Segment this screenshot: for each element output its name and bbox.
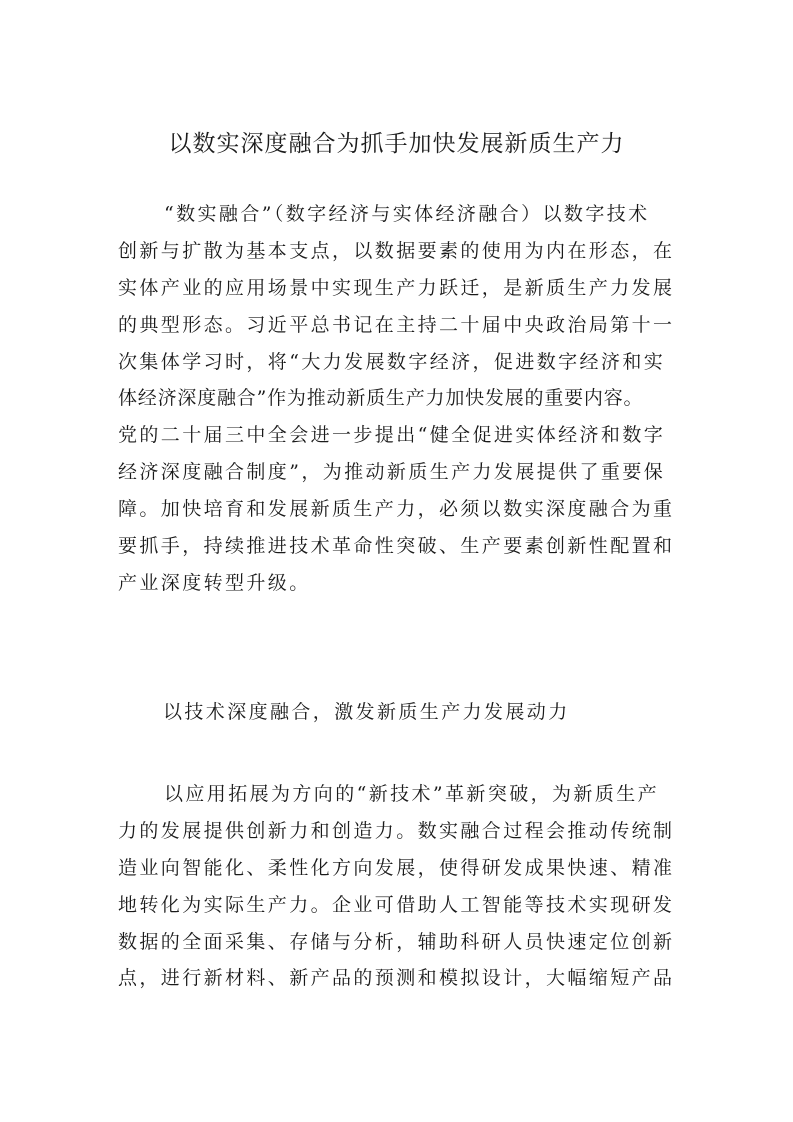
paragraph-line: 次集体学习时，将“大力发展数字经济，促进数字经济和实 — [118, 350, 666, 373]
body-paragraph — [118, 776, 684, 997]
paragraph-line: 党的二十届三中全会进一步提出“健全促进实体经济和数字 — [118, 424, 666, 447]
paragraph-line: 造业向智能化、柔性化方向发展，使得研发成果快速、精准 — [118, 856, 675, 879]
paragraph-line: 实体产业的应用场景中实现生产力跃迁，是新质生产力发展 — [118, 276, 675, 299]
paragraph-line: 障。加快培育和发展新质生产力，必须以数实深度融合为重 — [118, 498, 675, 521]
paragraph-line: 地转化为实际生产力。企业可借助人工智能等技术实现研发 — [118, 893, 675, 916]
paragraph-line: 点，进行新材料、新产品的预测和模拟设计，大幅缩短产品 — [118, 967, 675, 990]
paragraph-line: “数实融合”（数字经济与实体经济融合）以数字技术 — [164, 203, 650, 225]
paragraph-line: 创新与扩散为基本支点，以数据要素的使用为内在形态，在 — [118, 239, 675, 262]
paragraph-line: 的典型形态。习近平总书记在主持二十届中央政治局第十一 — [118, 313, 675, 336]
paragraph-line: 以应用拓展为方向的“新技术”革新突破，为新质生产 — [164, 783, 660, 805]
paragraph-line: 力的发展提供创新力和创造力。数实融合过程会推动传统制 — [118, 819, 675, 842]
section-heading: 以技术深度融合，激发新质生产力发展动力 — [163, 701, 570, 723]
paragraph-line: 产业深度转型升级。 — [118, 571, 311, 594]
paragraph-line: 要抓手，持续推进技术革命性突破、生产要素创新性配置和 — [118, 535, 675, 558]
paragraph-line: 经济深度融合制度”，为推动新质生产力发展提供了重要保 — [118, 461, 666, 484]
document-title: 以数实深度融合为抓手加快发展新质生产力 — [168, 131, 625, 157]
paragraph-line: 体经济深度融合”作为推动新质生产力加快发展的重要内容。 — [118, 387, 644, 410]
paragraph-line: 数据的全面采集、存储与分析，辅助科研人员快速定位创新 — [118, 930, 675, 953]
intro-paragraph — [118, 196, 684, 602]
